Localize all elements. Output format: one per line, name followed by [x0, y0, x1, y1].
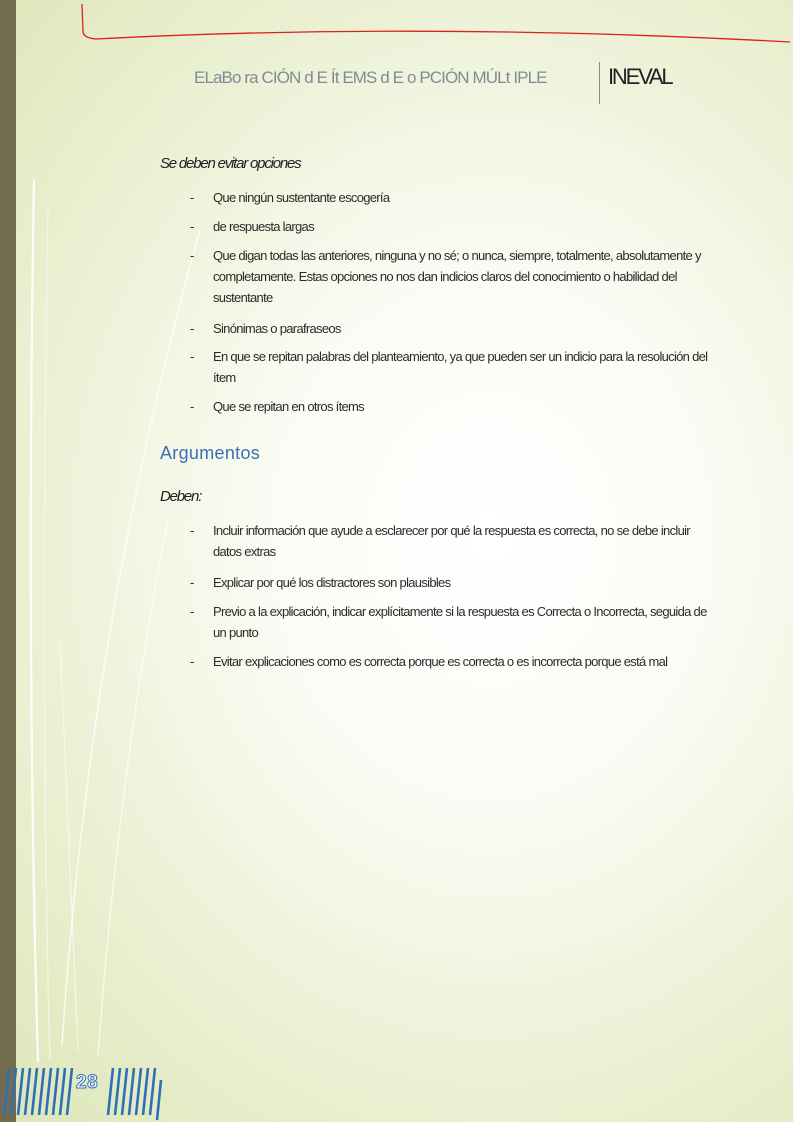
avoid-options-list	[190, 187, 710, 417]
list-item: - Sinónimas o parafraseos	[190, 321, 341, 336]
list-item: - Evitar explicaciones como es correcta porque es correcta o es incorrecta porque está mal	[190, 654, 668, 669]
subheading-deben: Deben:	[160, 488, 202, 505]
section-title-argumentos: Argumentos	[160, 443, 261, 463]
subheading-avoid-options: Se deben evitar opciones	[160, 155, 301, 172]
ineval-logo: INEVAL	[608, 64, 672, 89]
list-item: - Que ningún sustentante escogería	[190, 190, 390, 205]
list-item: - Explicar por qué los distractores son plausibles	[190, 575, 451, 590]
header-title: ELaBo ra CIÓN d E Ít EMS d E o PCIÓN MÚLt IPLE	[194, 68, 547, 87]
list-item: - En que se repitan palabras del planteamiento, ya que pueden ser un indicio para la resolución del ítem	[190, 349, 708, 385]
header-divider	[599, 62, 600, 104]
list-item: - Previo a la explicación, indicar explícitamente si la respuesta es Correcta o Incorrecta, seguida de un punto	[190, 604, 707, 640]
page-number: 28	[76, 1072, 99, 1093]
arguments-list	[190, 520, 710, 672]
header-curve	[82, 4, 790, 42]
list-item: - Que se repitan en otros ítems	[190, 399, 364, 414]
list-item: - Incluir información que ayude a esclarecer por qué la respuesta es correcta, no se debe incluir datos extras	[190, 523, 690, 559]
left-color-bar	[0, 0, 16, 1122]
list-item: - Que digan todas las anteriores, ninguna y no sé; o nunca, siempre, totalmente, absolutamente y completamente. Estas opciones no nos dan indicios claros del conocimiento o habilidad del sustentante	[190, 248, 701, 305]
list-item: - de respuesta largas	[190, 219, 314, 234]
